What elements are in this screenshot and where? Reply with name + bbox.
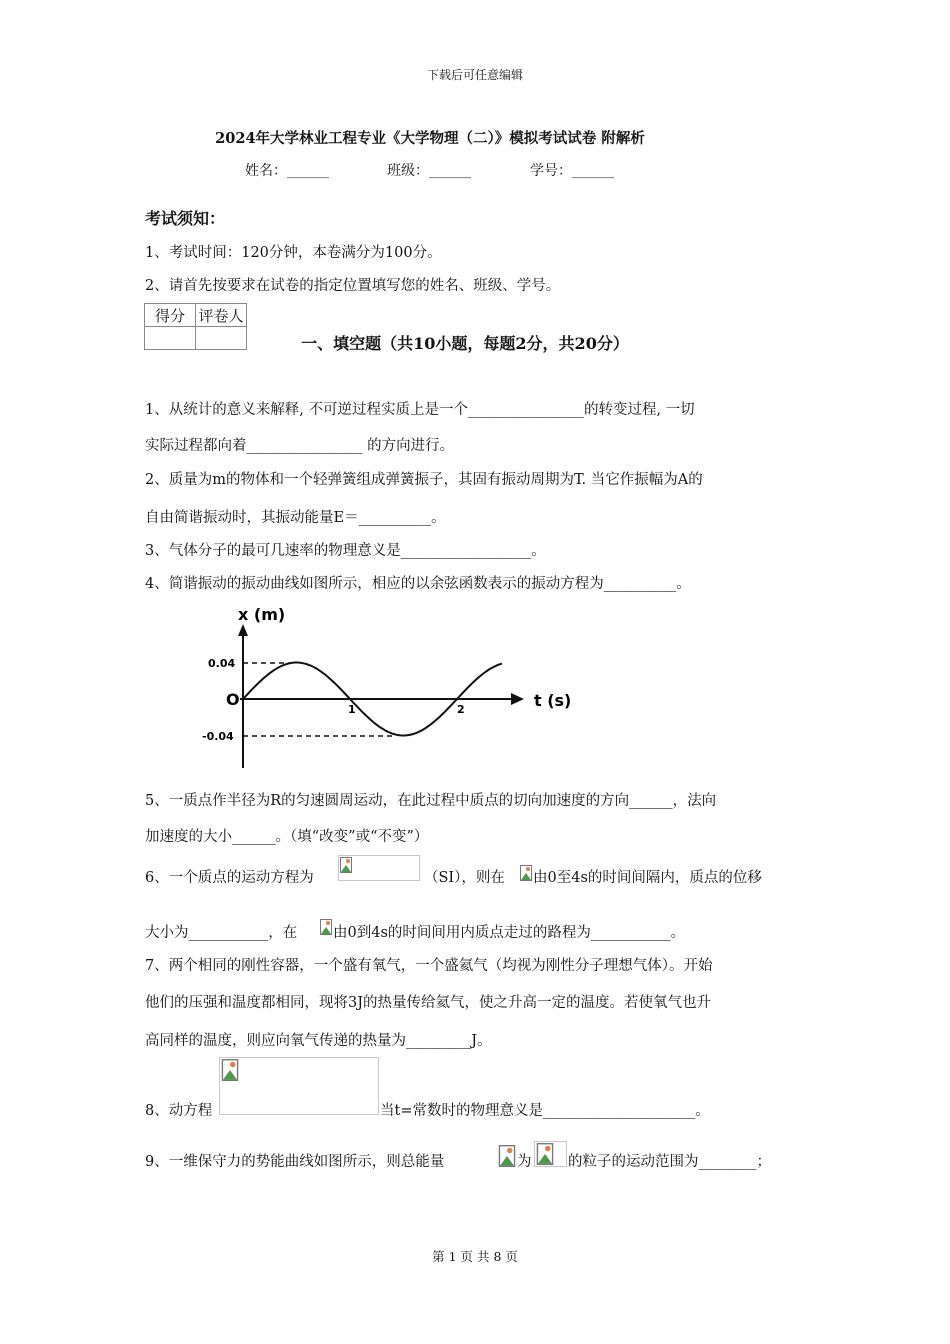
question-2-line-1: 2、质量为m的物体和一个轻弹簧组成弹簧振子，其固有振动周期为T. 当它作振幅为A的 <box>145 472 703 488</box>
equation-image-placeholder <box>219 1057 379 1115</box>
question-9-part-3: 的粒子的运动范围为________； <box>568 1154 771 1170</box>
question-4: 4、简谐振动的振动曲线如图所示，相应的以余弦函数表示的振动方程为__________。 <box>145 576 691 592</box>
question-9-part-1: 9、一维保守力的势能曲线如图所示，则总能量 <box>145 1154 445 1170</box>
question-5-line-2: 加速度的大小______。（填“改变”或“不变”） <box>145 829 429 845</box>
question-6-part-5: 由0到4s的时间间用内质点走过的路程为___________。 <box>333 925 686 941</box>
question-2-line-2: 自由简谐振动时，其振动能量E＝__________。 <box>145 510 446 526</box>
y-axis-arrow <box>238 624 248 636</box>
notice-item-1: 1、考试时间：120分钟，本卷满分为100分。 <box>145 245 442 261</box>
question-1-line-2: 实际过程都向着________________ 的方向进行。 <box>145 438 455 454</box>
question-7-line-2: 他们的压强和温度都相同，现将3J的热量传给氦气，使之升高一定的温度。若使氧气也升 <box>145 995 712 1011</box>
origin-label: O <box>226 690 240 709</box>
question-1-line-1: 1、从统计的意义来解释, 不可逆过程实质上是一个________________的转变过程, 一切 <box>145 402 695 418</box>
question-9-part-2: 为 <box>517 1154 532 1170</box>
question-5-line-1: 5、一质点作半径为R的匀速圆周运动，在此过程中质点的切向加速度的方向______，法向 <box>145 793 717 809</box>
class-field-label: 班级：______ <box>387 163 471 179</box>
vibration-curve-graph <box>196 600 586 770</box>
section-title: 一、填空题（共10小题，每题2分，共20分） <box>301 334 629 353</box>
notice-item-2: 2、请首先按要求在试卷的指定位置填写您的姓名、班级、学号。 <box>145 278 561 294</box>
page-footer: 第 1 页 共 8 页 <box>432 1249 518 1264</box>
y-tick-max: 0.04 <box>208 657 236 670</box>
question-6-part-4: 大小为___________，在 <box>145 925 298 941</box>
notice-heading: 考试须知： <box>145 209 226 228</box>
question-3: 3、气体分子的最可几速率的物理意义是__________________。 <box>145 543 546 559</box>
question-7-line-1: 7、两个相同的刚性容器，一个盛有氧气，一个盛氦气（均视为刚性分子理想气体）。开始 <box>145 958 713 974</box>
question-7-line-3: 高同样的温度，则应向氧气传递的热量为_________J。 <box>145 1033 492 1049</box>
question-6-part-2: （SI），则在 <box>424 870 505 886</box>
broken-image-icon <box>340 857 352 873</box>
equation-image-placeholder <box>338 855 420 881</box>
broken-image-icon <box>498 1145 516 1167</box>
exam-title: 2024年大学林业工程专业《大学物理（二）》模拟考试试卷 附解析 <box>215 130 645 147</box>
question-6-part-1: 6、一个质点的运动方程为 <box>145 870 314 886</box>
question-8-part-2: 当t=常数时的物理意义是_____________________。 <box>380 1103 710 1119</box>
x-tick-2: 2 <box>457 703 465 716</box>
y-tick-min: -0.04 <box>202 730 234 743</box>
grader-header: 评卷人 <box>196 304 247 327</box>
broken-image-icon <box>520 865 532 881</box>
name-field-label: 姓名：______ <box>245 163 329 179</box>
top-note: 下载后可任意编辑 <box>426 68 523 82</box>
score-header: 得分 <box>145 304 196 327</box>
broken-image-icon <box>536 1143 554 1165</box>
y-axis-label: x (m) <box>238 605 286 624</box>
x-axis-arrow <box>511 693 524 705</box>
equation-image-placeholder <box>534 1141 567 1167</box>
question-6-part-3: 由0至4s的时间间隔内，质点的位移 <box>533 870 762 886</box>
student-id-field-label: 学号：______ <box>530 163 614 179</box>
question-8-part-1: 8、动方程 <box>145 1103 213 1119</box>
x-tick-1: 1 <box>348 703 356 716</box>
x-axis-label: t (s) <box>534 691 572 710</box>
broken-image-icon <box>320 919 332 935</box>
broken-image-icon <box>221 1059 239 1081</box>
